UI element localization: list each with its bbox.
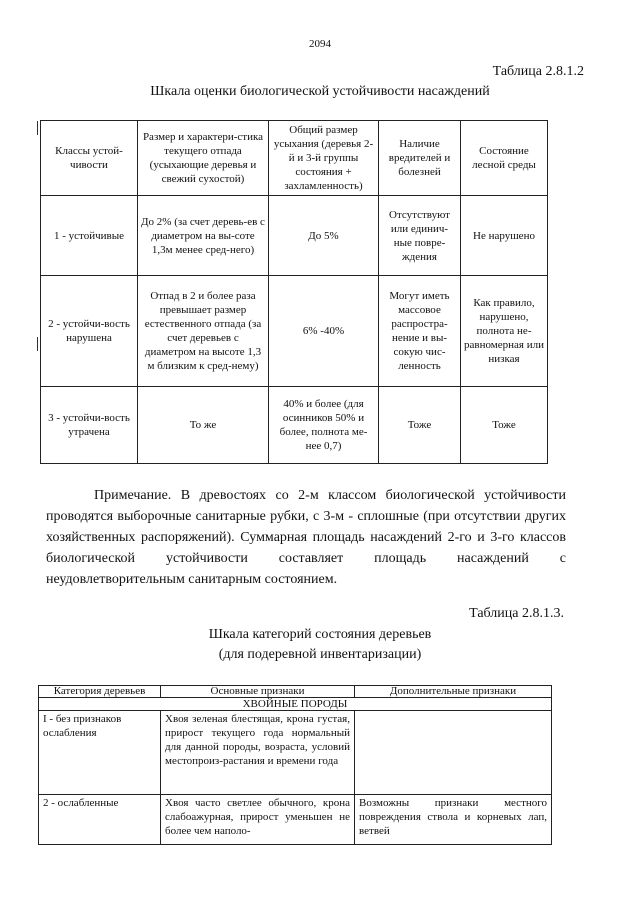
table1-cell: Тоже bbox=[379, 387, 461, 464]
table2-cell: 2 - ослабленные bbox=[39, 795, 161, 845]
section-heading: ХВОЙНЫЕ ПОРОДЫ bbox=[39, 698, 552, 711]
table1-cell: Не нарушено bbox=[461, 196, 548, 276]
table2-cell: Возможны признаки местного повреждения ствола и корневых лап, ветвей bbox=[355, 795, 552, 845]
tree-condition-table bbox=[38, 685, 552, 845]
table2-cell: Хвоя зеленая блестящая, крона густая, прирост текущего года нормальный для данной породы, возраста, условий местопроиз-растания и времени года bbox=[161, 711, 355, 795]
table2-row bbox=[39, 711, 552, 795]
note-text: Примечание. В древостоях со 2-м классом биологической устойчивости проводятся выборочные санитарные рубки, с 3-м - сплошные (при отсутствии других хозяйственных распоряжений). Суммарная площадь насаждений 2-го и 3-го классов биологической устойчивости составляет площадь насаждений с неудовлетворительным санитарным состоянием. bbox=[46, 488, 566, 587]
table2-subtitle: (для подеревной инвентаризации) bbox=[218, 647, 422, 662]
table2-header-cell: Дополнительные признаки bbox=[355, 686, 552, 698]
table2-label: Таблица 2.8.1.3. bbox=[469, 606, 564, 621]
table1-header-cell: Наличие вредителей и болезней bbox=[379, 121, 461, 196]
table1-header-cell: Классы устой-чивости bbox=[41, 121, 138, 196]
table2-cell: I - без признаков ослабления bbox=[39, 711, 161, 795]
table1-header-cell: Состояние лесной среды bbox=[461, 121, 548, 196]
table1-cell: Отсутствуют или единич-ные повре-ждения bbox=[379, 196, 461, 276]
table1-cell: До 5% bbox=[269, 196, 379, 276]
table1-cell: 6% -40% bbox=[269, 276, 379, 387]
note-paragraph bbox=[46, 485, 566, 590]
table2-header-row bbox=[39, 686, 552, 698]
table1-cell: Как правило, нарушено, полнота не-равномерная или низкая bbox=[461, 276, 548, 387]
table1-header-row bbox=[41, 121, 548, 196]
table1-cell: 1 - устойчивые bbox=[41, 196, 138, 276]
table1-cell: Отпад в 2 и более раза превышает размер естественного отпада (за счет деревьев с диаметром на высоте 1,3 м близким к сред-нему) bbox=[138, 276, 269, 387]
table2-cell bbox=[355, 711, 552, 795]
table1-label: Таблица 2.8.1.2 bbox=[492, 64, 584, 79]
table1-cell: Тоже bbox=[461, 387, 548, 464]
table2-section-row bbox=[39, 698, 552, 711]
table2-title: Шкала категорий состояния деревьев bbox=[208, 627, 432, 642]
table1-header-cell: Общий размер усыхания (деревья 2-й и 3-й группы состояния + захламленность) bbox=[269, 121, 379, 196]
stability-scale-table bbox=[40, 120, 548, 464]
table1-row bbox=[41, 276, 548, 387]
margin-mark bbox=[37, 337, 38, 351]
table1-cell: 2 - устойчи-вость нарушена bbox=[41, 276, 138, 387]
margin-mark bbox=[37, 121, 38, 135]
table1-row bbox=[41, 387, 548, 464]
table2-row bbox=[39, 795, 552, 845]
table1-cell: 3 - устойчи-вость утрачена bbox=[41, 387, 138, 464]
table1-header-cell: Размер и характери-стика текущего отпада (усыхающие деревья и свежий сухостой) bbox=[138, 121, 269, 196]
page-number: 2094 bbox=[309, 38, 331, 50]
table1-cell: 40% и более (для осинников 50% и более, полнота ме-нее 0,7) bbox=[269, 387, 379, 464]
table2-header-cell: Основные признаки bbox=[161, 686, 355, 698]
table1-cell: Могут иметь массовое распростра-нение и вы-сокую чис-ленность bbox=[379, 276, 461, 387]
table2-header-cell: Категория деревьев bbox=[39, 686, 161, 698]
table1-cell: До 2% (за счет деревь-ев с диаметром на вы-соте 1,3м менее сред-него) bbox=[138, 196, 269, 276]
table1-cell: То же bbox=[138, 387, 269, 464]
table2-cell: Хвоя часто светлее обычного, крона слабоажурная, прирост уменьшен не более чем наполо- bbox=[161, 795, 355, 845]
table1-title: Шкала оценки биологической устойчивости насаждений bbox=[150, 84, 490, 99]
table1-row bbox=[41, 196, 548, 276]
